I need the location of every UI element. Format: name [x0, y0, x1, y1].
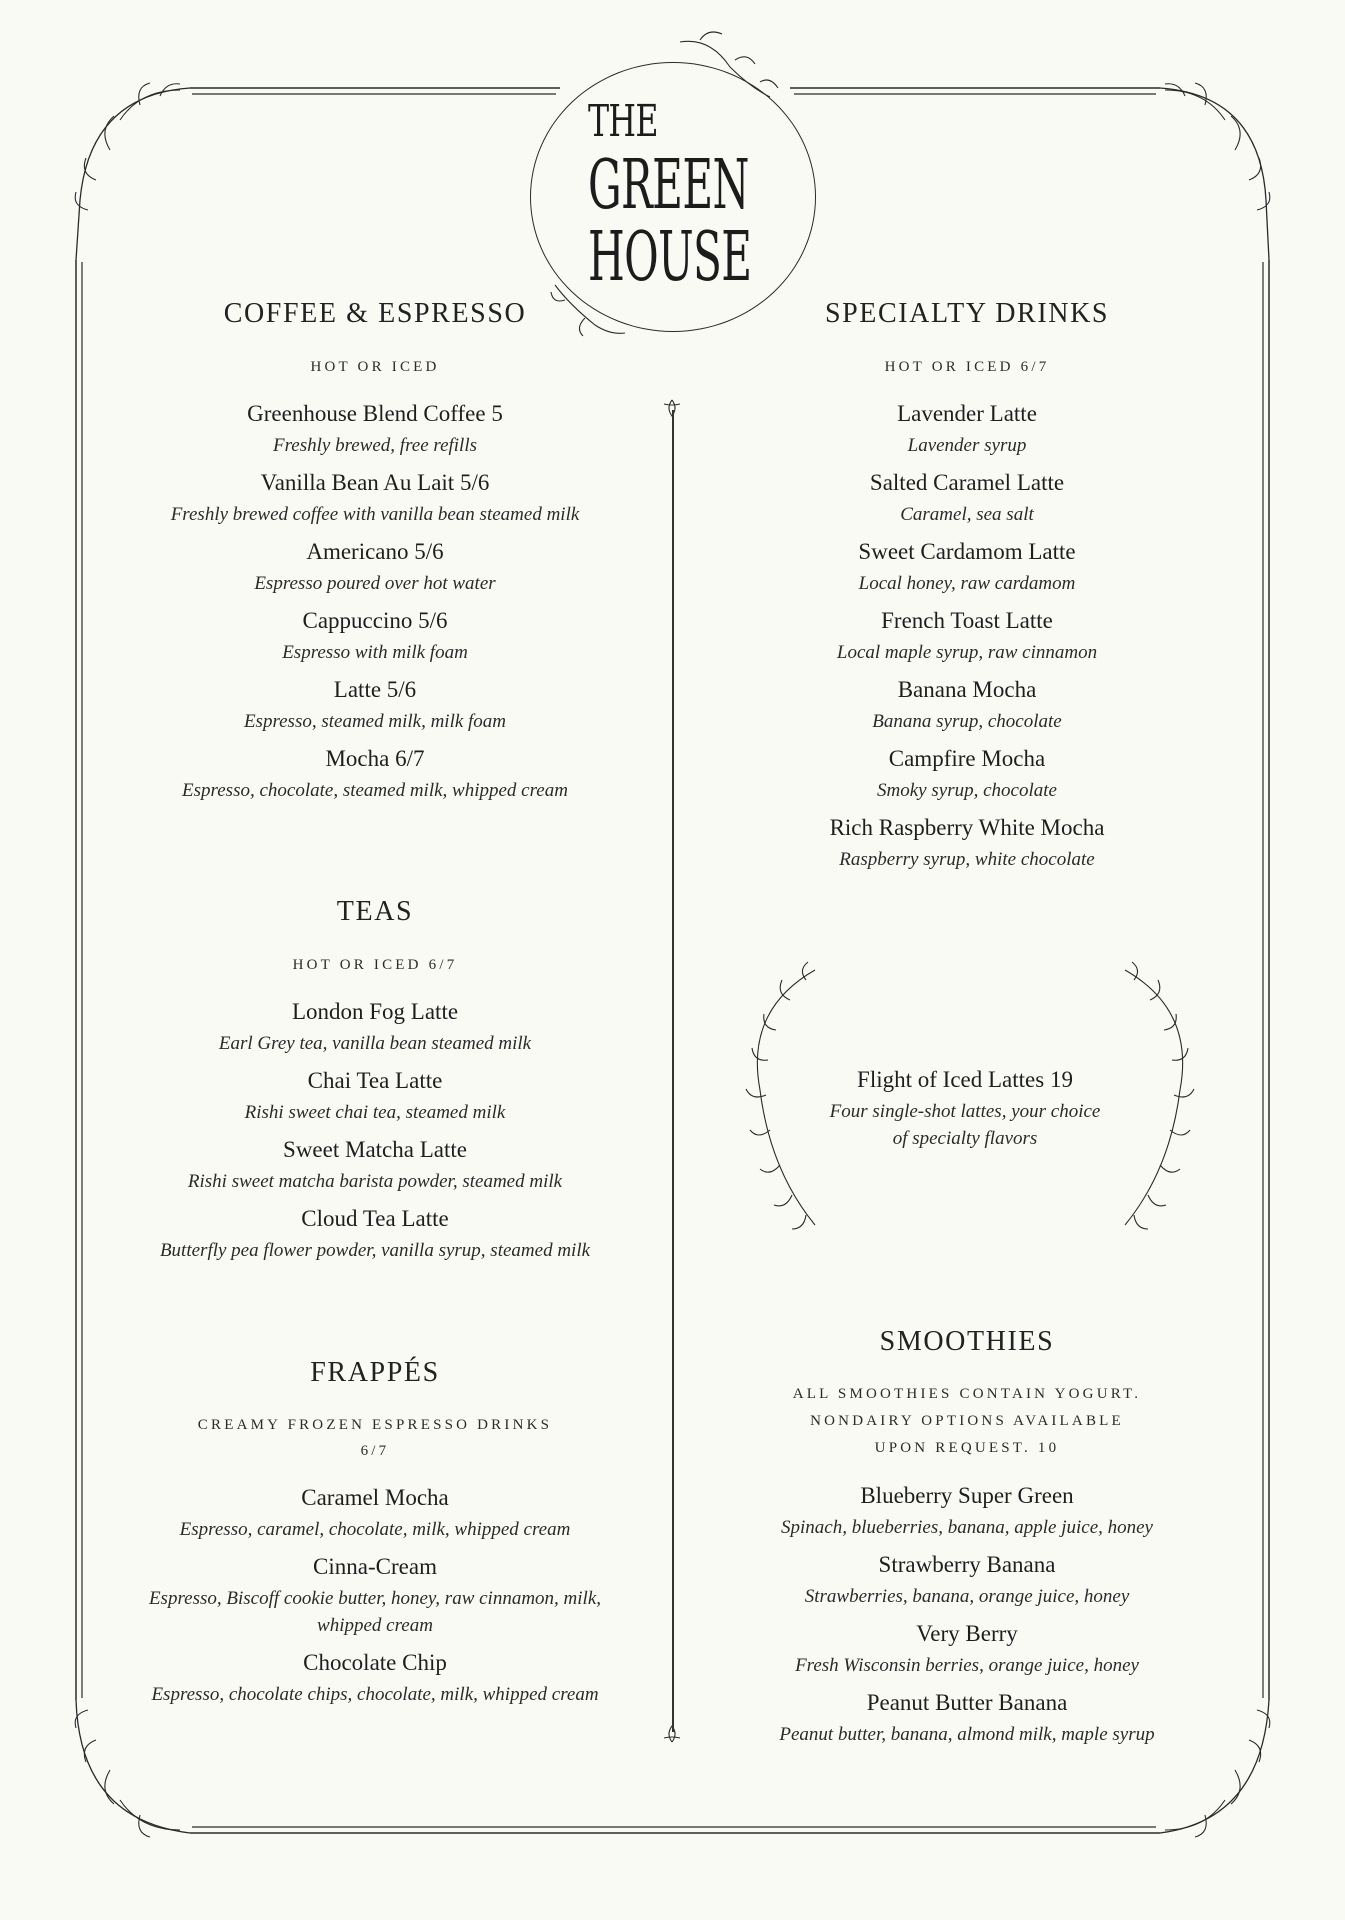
menu-item-desc: Smoky syrup, chocolate: [877, 780, 1057, 801]
frappes-section-title: FRAPPÉS: [310, 1357, 440, 1388]
menu-item-name: Vanilla Bean Au Lait 5/6: [260, 470, 490, 495]
menu-item-name: Peanut Butter Banana: [866, 1690, 1068, 1715]
menu-item-desc: Espresso, Biscoff cookie butter, honey, raw cinnamon, milk,: [148, 1588, 602, 1609]
menu-item-desc: Caramel, sea salt: [900, 504, 1034, 525]
menu-item-desc: Rishi sweet matcha barista powder, steamed milk: [187, 1171, 563, 1192]
menu-item-desc: Peanut butter, banana, almond milk, maple syrup: [779, 1724, 1155, 1745]
menu-item-desc: Espresso, chocolate chips, chocolate, milk, whipped cream: [151, 1684, 599, 1705]
menu-item-name: French Toast Latte: [881, 608, 1053, 633]
teas-section-subtitle: HOT OR ICED 6/7: [292, 957, 458, 973]
menu-item-desc: Freshly brewed, free refills: [272, 435, 478, 456]
frappes-section-subtitle: CREAMY FROZEN ESPRESSO DRINKS: [197, 1417, 553, 1433]
menu-item-desc: Espresso, caramel, chocolate, milk, whipped cream: [179, 1519, 571, 1540]
menu-item-desc: Earl Grey tea, vanilla bean steamed milk: [218, 1033, 532, 1054]
teas-section-title: TEAS: [336, 896, 414, 927]
logo-wordmark: [588, 96, 852, 297]
menu-item-desc: Raspberry syrup, white chocolate: [839, 849, 1095, 870]
menu-item-name: Cloud Tea Latte: [301, 1206, 449, 1231]
menu-item-desc: Espresso with milk foam: [282, 642, 468, 663]
menu-item-name: Sweet Matcha Latte: [283, 1137, 467, 1162]
menu-item-desc: Lavender syrup: [907, 435, 1027, 456]
frappes-section-subtitle-price: 6/7: [360, 1443, 390, 1459]
menu-item-name: Very Berry: [916, 1621, 1018, 1646]
menu-item-name: Greenhouse Blend Coffee 5: [247, 401, 503, 426]
menu-item-desc: whipped cream: [317, 1615, 433, 1636]
menu-item-desc: Espresso poured over hot water: [254, 573, 496, 594]
menu-item-name: Rich Raspberry White Mocha: [829, 815, 1105, 840]
specialty-section-title: SPECIALTY DRINKS: [824, 298, 1110, 329]
menu-item-name: Lavender Latte: [897, 401, 1037, 426]
menu-item-name: Mocha 6/7: [325, 746, 425, 771]
menu-item-desc: Spinach, blueberries, banana, apple juice, honey: [780, 1517, 1153, 1538]
menu-item-desc: Banana syrup, chocolate: [872, 711, 1062, 732]
menu-item-desc: Rishi sweet chai tea, steamed milk: [244, 1102, 506, 1123]
logo-line-1: THE: [588, 96, 658, 147]
smoothies-section-subtitle: ALL SMOOTHIES CONTAIN YOGURT.: [792, 1386, 1142, 1402]
menu-item-desc: Fresh Wisconsin berries, orange juice, honey: [795, 1655, 1139, 1676]
menu-item-name: Strawberry Banana: [878, 1552, 1056, 1577]
menu-item-desc: Strawberries, banana, orange juice, honey: [804, 1586, 1130, 1607]
flight-desc: Four single-shot lattes, your choice: [829, 1101, 1101, 1122]
coffee-section-subtitle: HOT OR ICED: [310, 359, 440, 375]
menu-item-name: Caramel Mocha: [301, 1485, 449, 1510]
menu-item-desc: Local honey, raw cardamom: [858, 573, 1076, 594]
menu-item-name: Cappuccino 5/6: [302, 608, 448, 633]
menu-item-name: Sweet Cardamom Latte: [858, 539, 1076, 564]
menu-item-name: Banana Mocha: [897, 677, 1037, 702]
logo-line-2: GREEN: [588, 146, 749, 225]
flight-name: Flight of Iced Lattes 19: [857, 1067, 1073, 1092]
menu-item-name: Cinna-Cream: [313, 1554, 437, 1579]
specialty-section-subtitle: HOT OR ICED 6/7: [884, 359, 1050, 375]
menu-item-name: Blueberry Super Green: [860, 1483, 1074, 1508]
logo-line-3: HOUSE: [588, 218, 752, 297]
menu-item-desc: Espresso, chocolate, steamed milk, whipped cream: [182, 780, 568, 801]
menu-item-name: Latte 5/6: [333, 677, 417, 702]
menu-item-desc: Freshly brewed coffee with vanilla bean steamed milk: [170, 504, 580, 525]
menu-item-name: London Fog Latte: [291, 999, 459, 1024]
smoothies-section-subtitle: UPON REQUEST. 10: [874, 1440, 1060, 1456]
logo: [530, 62, 820, 332]
menu-item-name: Chai Tea Latte: [307, 1068, 443, 1093]
menu-item-name: Chocolate Chip: [303, 1650, 447, 1675]
flight-desc: of specialty flavors: [892, 1128, 1038, 1149]
smoothies-section-title: SMOOTHIES: [879, 1326, 1055, 1357]
menu-item-name: Salted Caramel Latte: [869, 470, 1065, 495]
smoothies-section-subtitle: NONDAIRY OPTIONS AVAILABLE: [810, 1413, 1124, 1429]
menu-item-name: Americano 5/6: [306, 539, 444, 564]
coffee-section-title: COFFEE & ESPRESSO: [223, 298, 527, 329]
menu-item-desc: Local maple syrup, raw cinnamon: [836, 642, 1098, 663]
column-divider: [672, 410, 674, 1732]
menu-item-desc: Butterfly pea flower powder, vanilla syrup, steamed milk: [159, 1240, 591, 1261]
menu-item-desc: Espresso, steamed milk, milk foam: [243, 711, 507, 732]
menu-item-name: Campfire Mocha: [888, 746, 1046, 771]
